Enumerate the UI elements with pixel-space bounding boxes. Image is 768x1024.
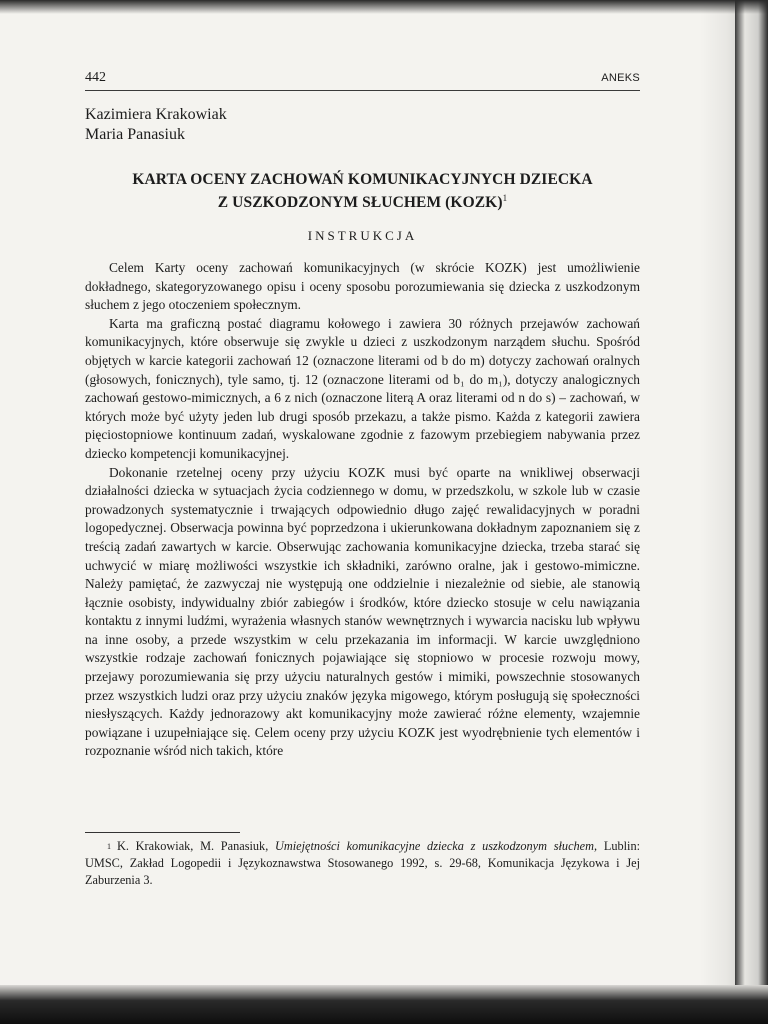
footnote-authors: K. Krakowiak, M. Panasiuk,: [117, 839, 269, 853]
page-number: 442: [85, 70, 106, 85]
next-page-edge: [735, 0, 768, 1000]
footnote: [85, 838, 640, 889]
footnote-number: 1: [107, 842, 111, 851]
top-scan-shadow: [0, 0, 768, 14]
bottom-scan-shadow: [0, 985, 768, 1024]
body-text: [85, 259, 640, 761]
author-name: Kazimiera Krakowiak: [85, 106, 227, 123]
paragraph: Dokonanie rzetelnej oceny przy użyciu KOZK musi być oparte na wnikliwej obserwacji działalności dziecka w sytuacjach życia codziennego w domu, w przedszkolu, w szkole lub w czasie prowadzonych systematycznie i trwających odpowiednio długo zajęć rewalidacyjnych w poradni logopedycznej. Obserwacja powinna być poprzedzona i ukierunkowana dokładnym zapoznaniem się z treścią zadań zawartych w karcie. Obserwując zachowania komunikacyjne dziecka, trzeba starać się uchwycić w miarę możliwości wszystkie ich składniki, zarówno oralne, jak i gestowo-mimiczne. Należy pamiętać, że zazwyczaj nie występują one oddzielnie i niezależnie od siebie, ale stanowią łącznie osobisty, indywidualny zbiór zabiegów i środków, które dziecko stosuje w celu nawiązania kontaktu z innymi ludźmi, wyrażenia własnych stanów wewnętrznych i wywarcia nacisku lub wpływu na inne osoby, a przede wszystkim w celu przekazania im informacji. W karcie uwzględniono wszystkie rodzaje zachowań fonicznych pojawiające się stopniowo w procesie rozwoju mowy, przejawy porozumiewania się przy użyciu naturalnych gestów i mimiki, powszechnie stosowanych przez wszystkich ludzi oraz przy użyciu znaków języka migowego, którym posługują się społeczności niesłyszących. Każdy jednorazowy akt komunikacyjny może zawierać różne elementy, wzajemnie powiązane i uzupełniające się. Celem oceny przy użyciu KOZK jest wyodrębnienie tych elementów i rozpoznanie wśród nich takich, które: [85, 464, 640, 759]
footnote-rest: Lublin: UMSC, Zakład Logopedii i Językoznawstwa Stosowanego 1992, s. 29-68, Komunikacja Językowa i Jej Zaburzenia 3.: [85, 839, 641, 887]
section-label: ANEKS: [601, 72, 640, 84]
running-head: [85, 70, 640, 91]
title-line-1: KARTA OCENY ZACHOWAŃ KOMUNIKACYJNYCH DZIECKA: [132, 171, 593, 188]
document-title: [85, 170, 640, 212]
footnote-title: Umiejętności komunikacyjne dziecka z uszkodzonym słuchem,: [275, 839, 598, 853]
paragraph: Celem Karty oceny zachowań komunikacyjnych (w skrócie KOZK) jest umożliwienie dokładnego, skategoryzowanego opisu i oceny sposobu porozumiewania się dziecka z uszkodzonym słuchem z jego otoczeniem społecznym.: [85, 260, 640, 313]
author-list: [85, 105, 227, 145]
section-heading: INSTRUKCJA: [307, 228, 418, 243]
paragraph: Karta ma graficzną postać diagramu kołowego i zawiera 30 różnych przejawów zachowań komunikacyjnych, które obserwuje się zwykle u dzieci z uszkodzonym narządem słuchu. Spośród objętych w karcie kategorii zachowań 12 (oznaczone literami od b do m) dotyczy zachowań oralnych (głosowych, fonicznych), tyle samo, tj. 12 (oznaczone literami od b₁ do m₁), dotyczy analogicznych zachowań gestowo-mimicznych, a 6 z nich (oznaczone literą A oraz literami od n do s) – zachowań, w których może być użyty jeden lub drugi sposób przekazu, a także pismo. Każda z kategorii zawiera pięciostopniowe kontinuum zadań, wyskalowane zgodnie z fazowym przebiegiem nabywania przez dziecko kompetencji komunikacyjnej.: [85, 315, 640, 461]
footnote-divider: [85, 832, 240, 833]
footnote-reference: 1: [502, 193, 508, 203]
title-line-2-text: Z USZKODZONYM SŁUCHEM (KOZK): [217, 194, 503, 212]
title-line-2: [85, 189, 640, 212]
author-name: Maria Panasiuk: [85, 126, 185, 143]
